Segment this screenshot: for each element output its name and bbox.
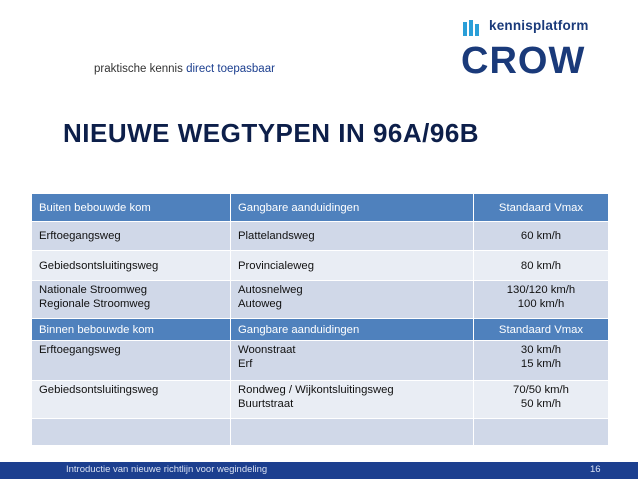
tagline-accent: direct toepasbaar xyxy=(186,63,275,75)
header-cell-designations: Gangbare aanduidingen xyxy=(231,194,474,222)
cell-line: 70/50 km/h xyxy=(513,384,569,396)
logo-text: kennisplatform xyxy=(489,18,589,33)
cell-line: Autosnelweg xyxy=(238,284,303,296)
cell-line: 50 km/h xyxy=(520,398,562,410)
cell-line: Nationale Stroomweg xyxy=(39,284,148,296)
header-cell-vmax: Standaard Vmax xyxy=(474,319,609,341)
cell-line: Buurtstraat xyxy=(238,398,294,410)
cell-road-type: Erftoegangsweg xyxy=(32,222,231,251)
cell-designation xyxy=(231,341,474,381)
cell-line: 15 km/h xyxy=(520,358,562,370)
tagline xyxy=(94,63,275,75)
footer-text: Introductie van nieuwe richtlijn voor wegindeling xyxy=(66,464,268,475)
cell-road-type xyxy=(32,281,231,319)
page-number: 16 xyxy=(590,464,601,475)
cell-designation: Provincialeweg xyxy=(231,251,474,281)
table-row xyxy=(32,381,609,419)
cell-designation: Plattelandsweg xyxy=(231,222,474,251)
cell-line: Rondweg / Wijkontsluitingsweg xyxy=(238,384,394,396)
cell-line: Regionale Stroomweg xyxy=(39,298,151,310)
logo-brand: CROW xyxy=(461,40,586,78)
cell-line: Erf xyxy=(238,358,253,370)
cell-road-type: Erftoegangsweg xyxy=(32,341,231,381)
header-cell-category: Binnen bebouwde kom xyxy=(32,319,231,341)
cell-vmax xyxy=(474,341,609,381)
table-row xyxy=(32,222,609,251)
cell-vmax: 80 km/h xyxy=(474,251,609,281)
cell-line: 100 km/h xyxy=(517,298,565,310)
empty-cell xyxy=(231,419,474,446)
table-row-empty xyxy=(32,419,609,446)
table-header-row-outside xyxy=(32,194,609,222)
cell-designation xyxy=(231,381,474,419)
cell-line: 130/120 km/h xyxy=(506,284,576,296)
cell-road-type: Gebiedsontsluitingsweg xyxy=(32,381,231,419)
cell-vmax xyxy=(474,381,609,419)
table-row xyxy=(32,251,609,281)
empty-cell xyxy=(474,419,609,446)
table-header-row-inside xyxy=(32,319,609,341)
header-cell-vmax: Standaard Vmax xyxy=(474,194,609,222)
cell-vmax xyxy=(474,281,609,319)
header-cell-category: Buiten bebouwde kom xyxy=(32,194,231,222)
empty-cell xyxy=(32,419,231,446)
slide-title: NIEUWE WEGTYPEN IN 96A/96B xyxy=(63,118,480,148)
cell-designation xyxy=(231,281,474,319)
tagline-plain: praktische kennis xyxy=(94,63,183,75)
cell-vmax: 60 km/h xyxy=(474,222,609,251)
cell-line: 30 km/h xyxy=(520,344,562,356)
road-types-table xyxy=(31,193,609,446)
cell-road-type: Gebiedsontsluitingsweg xyxy=(32,251,231,281)
table-row xyxy=(32,341,609,381)
crow-logo xyxy=(461,18,611,78)
cell-line: Autoweg xyxy=(238,298,282,310)
cell-line: Woonstraat xyxy=(238,344,296,356)
table-row xyxy=(32,281,609,319)
header-cell-designations: Gangbare aanduidingen xyxy=(231,319,474,341)
